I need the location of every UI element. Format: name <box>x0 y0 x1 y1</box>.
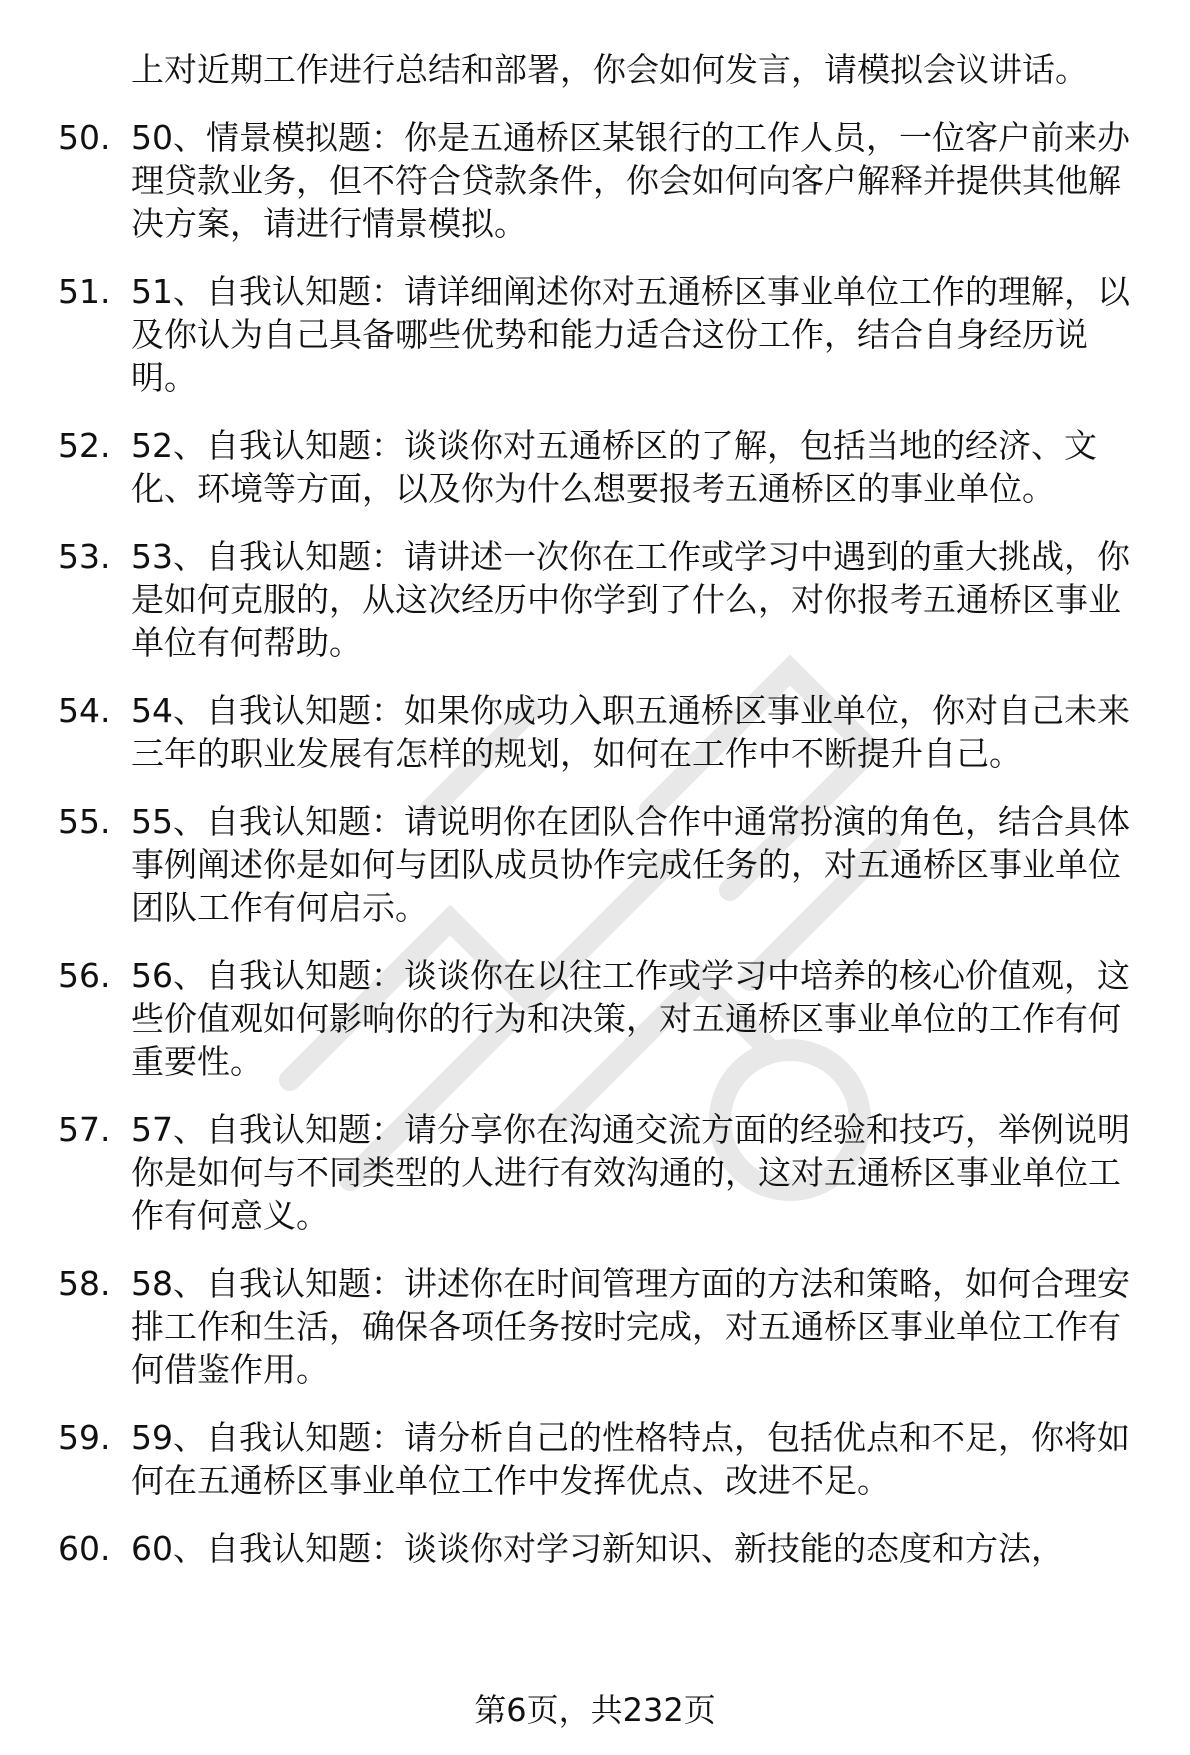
question-list <box>0 116 1190 1570</box>
list-item-text: 60、自我认知题：谈谈你对学习新知识、新技能的态度和方法， <box>131 1529 1064 1568</box>
list-item-text: 53、自我认知题：请讲述一次你在工作或学习中遇到的重大挑战，你是如何克服的，从这次经历中你学到了什么，对你报考五通桥区事业单位有何帮助。 <box>131 537 1130 662</box>
list-item-number: 55. <box>58 802 111 841</box>
list-item <box>0 270 1131 399</box>
list-item <box>0 1416 1131 1502</box>
intro-paragraph: 上对近期工作进行总结和部署，你会如何发言，请模拟会议讲话。 <box>131 50 1088 89</box>
list-item-text: 57、自我认知题：请分享你在沟通交流方面的经验和技巧，举例说明你是如何与不同类型的人进行有效沟通的，这对五通桥区事业单位工作有何意义。 <box>131 1110 1130 1235</box>
list-item <box>0 535 1131 664</box>
list-item-text: 54、自我认知题：如果你成功入职五通桥区事业单位，你对自己未来三年的职业发展有怎样的规划，如何在工作中不断提升自己。 <box>131 691 1130 773</box>
list-item <box>0 116 1131 245</box>
list-item-number: 51. <box>58 272 111 311</box>
list-item <box>0 1527 1131 1570</box>
list-item <box>0 954 1131 1083</box>
list-item-text: 56、自我认知题：谈谈你在以往工作或学习中培养的核心价值观，这些价值观如何影响你的行为和决策，对五通桥区事业单位的工作有何重要性。 <box>131 956 1130 1081</box>
list-item-number: 52. <box>58 426 111 465</box>
list-item <box>0 800 1131 929</box>
list-item-number: 53. <box>58 537 111 576</box>
list-item-text: 55、自我认知题：请说明你在团队合作中通常扮演的角色，结合具体事例阐述你是如何与团队成员协作完成任务的，对五通桥区事业单位团队工作有何启示。 <box>131 802 1130 927</box>
page-footer: 第6页，共232页 <box>474 1691 716 1729</box>
list-item-number: 57. <box>58 1110 111 1149</box>
list-item <box>0 1262 1131 1391</box>
list-item-number: 56. <box>58 956 111 995</box>
list-item <box>0 424 1131 510</box>
list-item-number: 59. <box>58 1418 111 1457</box>
list-item-text: 50、情景模拟题：你是五通桥区某银行的工作人员，一位客户前来办理贷款业务，但不符合贷款条件，你会如何向客户解释并提供其他解决方案，请进行情景模拟。 <box>131 118 1130 243</box>
list-item-text: 58、自我认知题：讲述你在时间管理方面的方法和策略，如何合理安排工作和生活，确保各项任务按时完成，对五通桥区事业单位工作有何借鉴作用。 <box>131 1264 1130 1389</box>
list-item-text: 51、自我认知题：请详细阐述你对五通桥区事业单位工作的理解，以及你认为自己具备哪些优势和能力适合这份工作，结合自身经历说明。 <box>131 272 1130 397</box>
list-item <box>0 689 1131 775</box>
list-item-number: 58. <box>58 1264 111 1303</box>
list-item-number: 54. <box>58 691 111 730</box>
list-item-text: 52、自我认知题：谈谈你对五通桥区的了解，包括当地的经济、文化、环境等方面，以及你为什么想要报考五通桥区的事业单位。 <box>131 426 1097 508</box>
list-item-number: 50. <box>58 118 111 157</box>
list-item <box>0 1108 1131 1237</box>
list-item-number: 60. <box>58 1529 111 1568</box>
list-item-text: 59、自我认知题：请分析自己的性格特点，包括优点和不足，你将如何在五通桥区事业单位工作中发挥优点、改进不足。 <box>131 1418 1130 1500</box>
document-body <box>0 48 1190 1595</box>
